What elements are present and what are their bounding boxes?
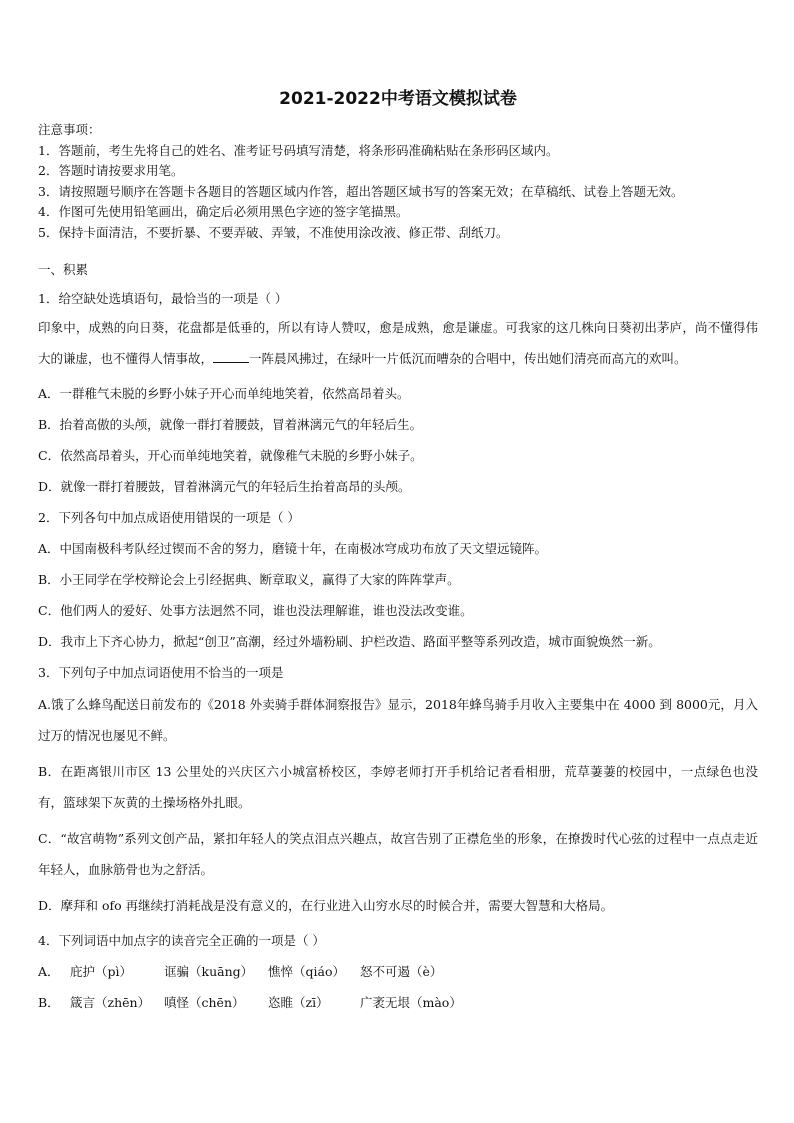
- section-heading: 一、积累: [38, 262, 89, 277]
- pinyin-word: 恣睢（zī）: [268, 995, 329, 1010]
- notice-item: 4．作图可先使用铅笔画出，确定后必须用黑色字迹的签字笔描黑。: [38, 204, 409, 219]
- pinyin-word: 诓骗（kuāng）: [164, 964, 254, 979]
- question-3-stem: 3．下列句子中加点词语使用不恰当的一项是: [38, 665, 284, 680]
- question-3-option-c: C．“故宫萌物”系列文创产品，紧扣年轻人的笑点泪点兴趣点，故宫告别了正襟危坐的形象，在撩拨时代心弦的过程中一点点走近年轻人，血脉筋骨也为之舒活。: [38, 831, 758, 877]
- question-4-stem: 4．下列词语中加点字的读音完全正确的一项是（ ）: [38, 933, 325, 948]
- notice-item: 3．请按照题号顺序在答题卡各题目的答题区域内作答，超出答题区域书写的答案无效；在草稿纸、试卷上答题无效。: [38, 183, 684, 199]
- question-4-option-a: [38, 961, 758, 983]
- question-2-option-b: B．小王同学在学校辩论会上引经据典、断章取义，赢得了大家的阵阵掌声。: [38, 572, 460, 587]
- notice-item: 2．答题时请按要求用笔。: [38, 163, 184, 178]
- question-1-option-b: B．抬着高傲的头颅，就像一群打着腰鼓，冒着淋漓元气的年轻后生。: [38, 417, 423, 432]
- option-label: A．: [38, 964, 60, 979]
- question-2-stem: 2．下列各句中加点成语使用错误的一项是（ ）: [38, 510, 300, 525]
- pinyin-word: 怒不可遏（è）: [360, 964, 443, 979]
- pinyin-word: 憔悴（qiáo）: [268, 964, 345, 979]
- question-3-option-d: D．摩拜和 ofo 再继续打消耗战是没有意义的，在行业进入山穷水尽的时候合并，需要大智慧和大格局。: [38, 898, 614, 913]
- notice-item: 5．保持卡面清洁，不要折暴、不要弄破、弄皱，不准使用涂改液、修正带、刮纸刀。: [38, 224, 509, 240]
- question-1-option-d: D．就像一群打着腰鼓，冒着淋漓元气的年轻后生抬着高昂的头颅。: [38, 479, 411, 494]
- passage-part-b: 一阵晨风拂过，在绿叶一片低沉而嘈杂的合唱中，传出她们清亮而高亢的欢叫。: [249, 351, 687, 366]
- fill-blank: [213, 350, 249, 363]
- exam-title: 2021-2022中考语文模拟试卷: [279, 89, 517, 109]
- notice-heading: 注意事项：: [38, 122, 101, 137]
- question-3-option-b: B．在距离银川市区 13 公里处的兴庆区六小城富桥校区，李婷老师打开手机给记者看相册，荒草萋萋的校园中，一点绿色也没有，篮球架下灰黄的土操场格外扎眼。: [38, 764, 758, 810]
- exam-page: [38, 86, 758, 1014]
- question-2-option-c: C．他们两人的爱好、处事方法迥然不同，谁也没法理解谁，谁也没法改变谁。: [38, 603, 473, 618]
- question-1-option-c: C．依然高昂着头，开心而单纯地笑着，就像稚气未脱的乡野小妹子。: [38, 448, 423, 463]
- passage-part-a: 印象中，成熟的向日葵，花盘都是低垂的，所以有诗人赞叹，愈是成熟，愈是谦虚。可我家的这几株向日葵初出茅庐，尚不懂得伟大的谦虚，也不懂得人情事故，: [38, 320, 758, 366]
- pinyin-word: 庇护（pì）: [70, 964, 132, 979]
- option-label: B．: [38, 995, 60, 1010]
- question-3-option-a: A.饿了么蜂鸟配送日前发布的《2018 外卖骑手群体洞察报告》显示，2018年蜂鸟骑手月收入主要集中在 4000 到 8000元，月入过万的情况也屡见不鲜。: [38, 697, 758, 743]
- notice-block: [38, 120, 758, 243]
- pinyin-word: 箴言（zhēn）: [70, 995, 151, 1010]
- question-1-option-a: A．一群稚气未脱的乡野小妹子开心而单纯地笑着，依然高昂着头。: [38, 386, 410, 401]
- question-1-stem: 1．给空缺处选填语句，最恰当的一项是（ ）: [38, 291, 288, 306]
- pinyin-word: 广袤无垠（mào）: [360, 995, 462, 1010]
- question-2-option-d: D．我市上下齐心协力，掀起“创卫”高潮，经过外墙粉刷、护栏改造、路面平整等系列改造，城市面貌焕然一新。: [38, 634, 661, 649]
- pinyin-word: 嗔怪（chēn）: [164, 995, 245, 1010]
- question-4-option-b: [38, 992, 758, 1014]
- question-2-option-a: A．中国南极科考队经过锲而不舍的努力，磨镜十年，在南极冰穹成功布放了天文望远镜阵。: [38, 541, 548, 556]
- notice-item: 1．答题前，考生先将自己的姓名、准考证号码填写清楚，将条形码准确粘贴在条形码区域内。: [38, 142, 559, 158]
- question-1-passage: [38, 312, 758, 374]
